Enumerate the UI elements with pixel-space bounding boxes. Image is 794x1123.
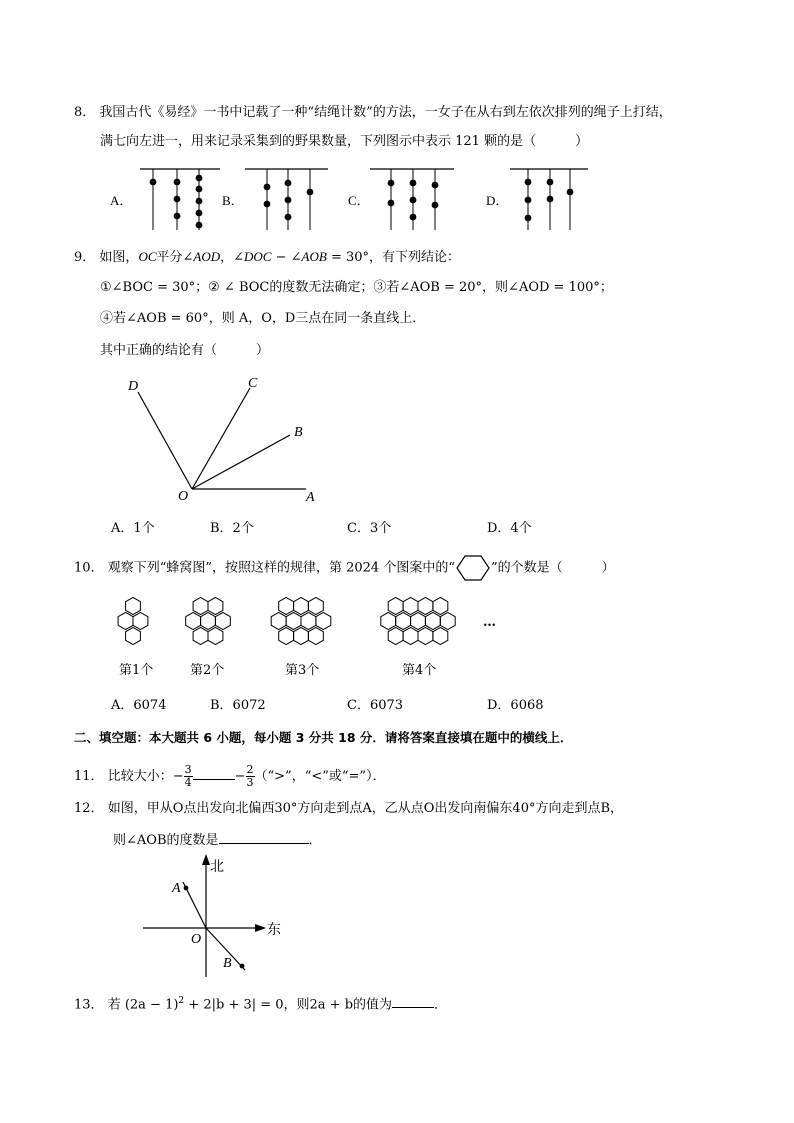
- honeycomb-cell: [286, 612, 301, 629]
- q13-number: 13．: [74, 997, 104, 1013]
- q9-conclusions-1: ①∠BOC = 30°；② ∠ BOC的度数无法确定；③若∠AOB = 20°，则∠AOD = 100°；: [100, 280, 613, 295]
- q9-stem: [74, 248, 460, 267]
- q9-number: 9．: [74, 250, 96, 265]
- honeycomb-cell: [208, 627, 223, 644]
- honeycomb-cell: [425, 612, 440, 629]
- q11-f1-den: 4: [184, 776, 192, 789]
- q9-text: 如图，: [99, 250, 139, 265]
- q9-label-a: A: [306, 490, 315, 505]
- q8-text-2: 满七向左进一，用来记录采集到的野果数量，下列图示中表示 121 颗的是（ ）: [100, 134, 589, 149]
- q9-label-d: D: [128, 379, 139, 394]
- q10-ellipsis: …: [483, 615, 496, 630]
- q10-number: 10．: [74, 560, 104, 576]
- honeycomb-cell: [133, 612, 148, 629]
- q9-stem-b: 平分∠: [156, 250, 194, 265]
- q8-option-b[interactable]: [222, 169, 328, 230]
- honeycomb-cell: [271, 612, 286, 629]
- q10-honeycomb-figure: [100, 590, 520, 660]
- q11-fraction-2: [246, 764, 255, 789]
- q8-option-d-label: D．: [486, 193, 509, 208]
- q13-text-pre: 若 (2a − 1): [107, 997, 179, 1013]
- honeycomb-cell: [294, 627, 309, 644]
- honeycomb-cell: [201, 612, 216, 629]
- q11-minus-1: −: [172, 769, 184, 784]
- q9-stem-oc: OC: [138, 249, 157, 264]
- honeycomb-cell: [396, 612, 411, 629]
- hexagon-icon: [456, 555, 490, 581]
- honeycomb-cell: [308, 627, 323, 644]
- q8-option-b-label: B．: [222, 193, 244, 208]
- honeycomb-cell: [308, 597, 323, 614]
- q11-minus-2: −: [234, 769, 246, 784]
- q12-direction-figure: [135, 852, 295, 980]
- q10-stem: [74, 555, 615, 581]
- q8-option-c[interactable]: [348, 169, 454, 230]
- honeycomb-cell: [279, 597, 294, 614]
- q11-line: [74, 762, 386, 792]
- honeycomb-cell: [294, 597, 309, 614]
- q9-stem-doc: DOC: [244, 249, 272, 264]
- q12-text-2: 则∠AOB的度数是: [113, 833, 219, 848]
- q9-label-b: B: [294, 425, 303, 440]
- honeycomb-cell: [118, 612, 133, 629]
- q8-option-a-label: A．: [110, 193, 133, 208]
- q8-line1: [74, 104, 672, 122]
- q9-option-c[interactable]: C．3个: [347, 521, 392, 536]
- honeycomb-cell: [193, 627, 208, 644]
- honeycomb-cell: [418, 597, 433, 614]
- q12-number: 12．: [74, 801, 104, 816]
- q11-number: 11．: [74, 769, 104, 784]
- q10-option-c[interactable]: C．6073: [347, 698, 404, 713]
- honeycomb-cell: [403, 627, 418, 644]
- q9-label-c: C: [248, 376, 258, 391]
- q9-label-o: O: [178, 489, 189, 504]
- q9-question: 其中正确的结论有（ ）: [100, 343, 270, 358]
- q8-option-c-label: C．: [348, 193, 370, 208]
- q9-conclusion-4: ④若∠AOB = 60°，则 A，O，D三点在同一条直线上．: [100, 311, 426, 326]
- q13-superscript: 2: [178, 996, 185, 1006]
- honeycomb-cell: [215, 612, 230, 629]
- q12-line1: [74, 800, 623, 818]
- honeycomb-cell: [433, 597, 448, 614]
- honeycomb-cell: [126, 627, 141, 644]
- q11-text-post: （“>”，“<”或“=”）．: [254, 769, 386, 784]
- q11-answer-blank[interactable]: [193, 779, 235, 780]
- q9-stem-f: − ∠: [271, 250, 302, 265]
- q8-options-figure: [100, 162, 620, 234]
- q11-f2-den: 3: [246, 776, 254, 789]
- honeycomb-cell: [440, 612, 455, 629]
- q9-option-a[interactable]: A．1个: [111, 521, 155, 536]
- honeycomb-cell: [316, 612, 331, 629]
- q12-label-north: 北: [210, 860, 224, 875]
- honeycomb-cell: [388, 627, 403, 644]
- q12-label-a: A: [172, 881, 181, 896]
- q13-answer-blank[interactable]: [392, 1007, 434, 1008]
- q8-option-a[interactable]: [110, 169, 220, 230]
- honeycomb-cell: [301, 612, 316, 629]
- q13-text-mid: + 2|b + 3| = 0，则2a + b的值为: [184, 997, 393, 1013]
- q12-line2: [113, 832, 322, 850]
- q12-text-1: 如图，甲从O点出发向北偏西30°方向走到点A，乙从点O出发向南偏东40°方向走到点B，: [107, 801, 624, 816]
- honeycomb-cell: [388, 597, 403, 614]
- q10-text-post: ”的个数是（ ）: [490, 560, 615, 576]
- q9-option-b[interactable]: B．2个: [210, 521, 254, 536]
- honeycomb-cell: [186, 612, 201, 629]
- section-2-heading: 二、填空题：本大题共 6 小题，每小题 3 分共 18 分．请将答案直接填在题中的横线上．: [74, 730, 573, 745]
- q12-label-b: B: [223, 956, 232, 971]
- q9-stem-aob: AOB: [301, 249, 327, 264]
- q13-text-post: ．: [434, 997, 448, 1013]
- q10-option-d[interactable]: D．6068: [487, 698, 544, 713]
- q9-option-d[interactable]: D．4个: [487, 521, 532, 536]
- q11-fraction-1: [184, 764, 193, 789]
- q9-stem-aod: AOD: [193, 249, 221, 264]
- q12-label-o: O: [191, 932, 202, 947]
- q9-stem-h: = 30°，有下列结论：: [326, 250, 461, 265]
- q11-f1-num: 3: [184, 763, 192, 776]
- q12-label-east: 东: [267, 923, 281, 938]
- q11-text-pre: 比较大小：: [107, 769, 173, 784]
- honeycomb-cell: [279, 627, 294, 644]
- q10-option-b[interactable]: B．6072: [210, 698, 266, 713]
- q10-figure-label-3: 第3个: [285, 663, 320, 678]
- q10-option-a[interactable]: A．6074: [111, 698, 167, 713]
- q10-figure-label-2: 第2个: [190, 663, 225, 678]
- honeycomb-cell: [433, 627, 448, 644]
- q8-number: 8．: [74, 105, 96, 120]
- q10-figure-label-1: 第1个: [119, 663, 154, 678]
- q10-figure-label-4: 第4个: [402, 663, 437, 678]
- honeycomb-cell: [403, 597, 418, 614]
- q8-option-d[interactable]: [486, 169, 588, 230]
- honeycomb-cell: [381, 612, 396, 629]
- q10-text-pre: 观察下列“蜂窝图”，按照这样的规律，第 2024 个图案中的“: [107, 560, 455, 576]
- q12-text-3: ．: [308, 833, 322, 848]
- honeycomb-cell: [411, 612, 426, 629]
- q12-answer-blank[interactable]: [219, 843, 309, 844]
- q8-text-1: 我国古代《易经》一书中记载了一种“结绳计数”的方法，一女子在从右到左依次排列的绳子上打结，: [99, 105, 672, 120]
- honeycomb-cell: [126, 597, 141, 614]
- honeycomb-cell: [193, 597, 208, 614]
- q9-angle-figure: [120, 370, 340, 505]
- q13-line: [74, 992, 447, 1014]
- q11-f2-num: 2: [246, 763, 254, 776]
- honeycomb-cell: [208, 597, 223, 614]
- q9-stem-d: ，∠: [220, 250, 245, 265]
- honeycomb-cell: [418, 627, 433, 644]
